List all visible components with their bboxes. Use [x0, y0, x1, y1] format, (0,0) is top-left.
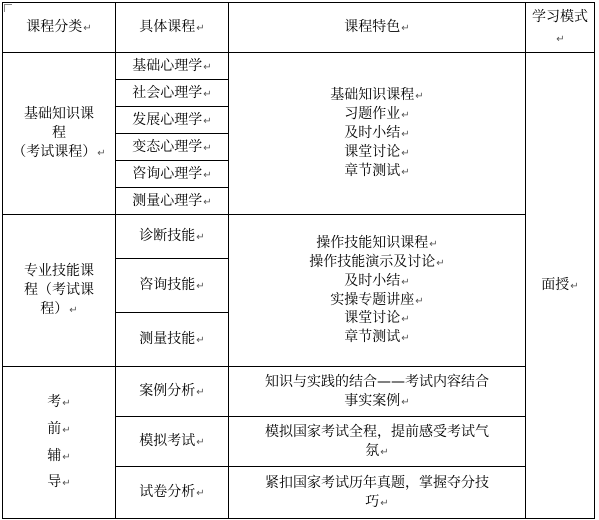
course-cell: 咨询心理学↵ — [116, 161, 229, 188]
header-row — [3, 3, 595, 53]
feature-cell: 知识与实践的结合——考试内容结合 事实案例↵ — [229, 367, 526, 417]
course-cell: 案例分析↵ — [116, 367, 229, 417]
course-cell: 变态心理学↵ — [116, 134, 229, 161]
table-row — [3, 215, 595, 259]
table-row — [3, 367, 595, 417]
category-skills: 专业技能课 程（考试课 程）↵ — [3, 215, 116, 367]
course-cell: 试卷分析↵ — [116, 467, 229, 519]
course-cell: 咨询技能↵ — [116, 259, 229, 313]
mode-cell: 面授↵ — [526, 53, 595, 519]
course-table — [2, 2, 595, 519]
category-preexam: 考↵ 前↵ 辅↵ 导↵ — [3, 367, 116, 519]
header-feature: 课程特色↵ — [229, 3, 526, 53]
course-cell: 测量心理学↵ — [116, 188, 229, 215]
header-course: 具体课程↵ — [116, 3, 229, 53]
course-cell: 基础心理学↵ — [116, 53, 229, 80]
feature-cell: 紧扣国家考试历年真题，掌握夺分技 巧↵ — [229, 467, 526, 519]
feature-cell: 模拟国家考试全程，提前感受考试气 氛↵ — [229, 417, 526, 467]
category-basic: 基础知识课 程 （考试课程）↵ — [3, 53, 116, 215]
course-cell: 诊断技能↵ — [116, 215, 229, 259]
table-row — [3, 53, 595, 80]
course-cell: 社会心理学↵ — [116, 80, 229, 107]
course-cell: 发展心理学↵ — [116, 107, 229, 134]
course-cell: 测量技能↵ — [116, 313, 229, 367]
features-basic: 基础知识课程↵ 习题作业↵ 及时小结↵ 课堂讨论↵ 章节测试↵ — [229, 53, 526, 215]
header-mode: 学习模式↵ — [526, 3, 595, 53]
header-category: 课程分类↵ — [3, 3, 116, 53]
course-cell: 模拟考试↵ — [116, 417, 229, 467]
features-skills: 操作技能知识课程↵ 操作技能演示及讨论↵ 及时小结↵ 实操专题讲座↵ 课堂讨论↵ 章节测试↵ — [229, 215, 526, 367]
